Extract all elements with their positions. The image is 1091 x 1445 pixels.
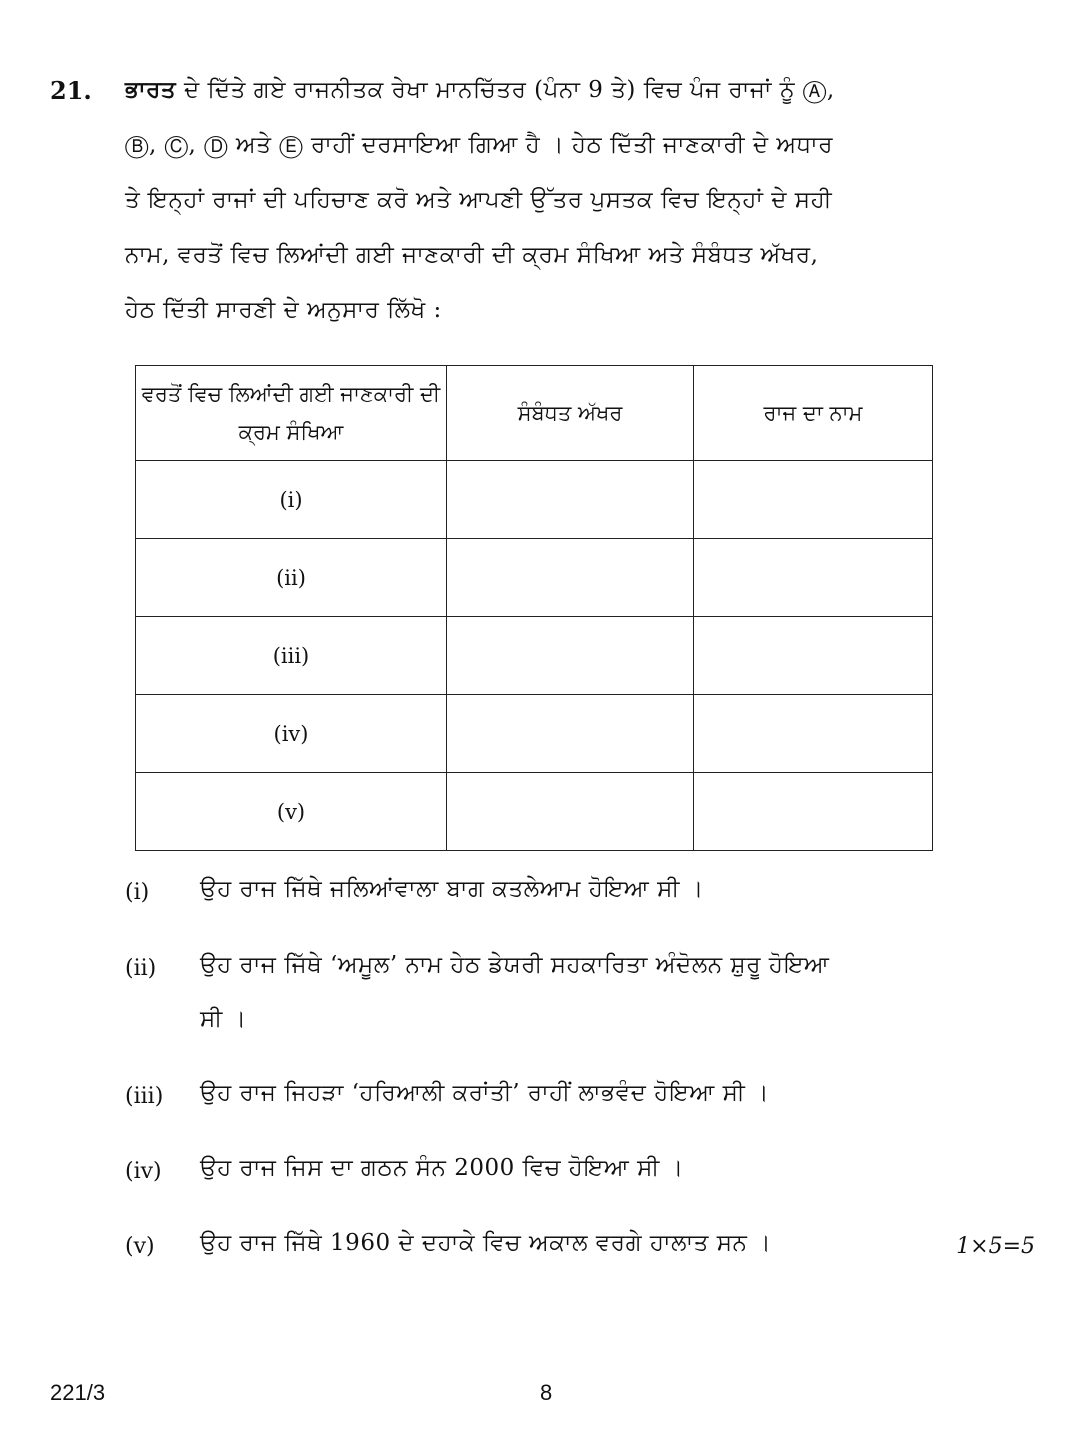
item-label: (v) (125, 1234, 155, 1259)
item-text: ਉਹ ਰਾਜ ਜਿਹੜਾ ‘ਹਰਿਆਲੀ ਕਰਾਂਤੀ’ ਰਾਹੀਂ ਲਾਭਵੰਦ ਹੋਇਆ ਸੀ । (200, 1080, 770, 1106)
item-text-continued: ਸੀ । (200, 1006, 247, 1032)
row-serial: (v) (136, 773, 447, 851)
item-label: (i) (125, 880, 150, 905)
paper-code: 221/3 (50, 1380, 106, 1405)
item-label: (iii) (125, 1084, 164, 1109)
header-state-name: ਰਾਜ ਦਾ ਨਾਮ (694, 366, 933, 461)
row-serial: (iii) (136, 617, 447, 695)
row-serial: (ii) (136, 539, 447, 617)
question-line-3: ਤੇ ਇਨ੍ਹਾਂ ਰਾਜਾਂ ਦੀ ਪਹਿਚਾਣ ਕਰੋ ਅਤੇ ਆਪਣੀ ਉੱਤਰ ਪੁਸਤਕ ਵਿਚ ਇਨ੍ਹਾਂ ਦੇ ਸਹੀ (125, 187, 833, 213)
table-row (136, 539, 933, 617)
row-letter-cell (447, 617, 694, 695)
row-state-cell (694, 773, 933, 851)
row-state-cell (694, 539, 933, 617)
header-serial: ਵਰਤੋਂ ਵਿਚ ਲਿਆਂਦੀ ਗਈ ਜਾਣਕਾਰੀ ਦੀ ਕ੍ਰਮ ਸੰਖਿਆ (136, 366, 447, 461)
table-row (136, 461, 933, 539)
row-state-cell (694, 461, 933, 539)
row-letter-cell (447, 539, 694, 617)
marks-allocation: 1×5=5 (956, 1234, 1035, 1259)
question-line-1-text: ਦੇ ਦਿੱਤੇ ਗਏ ਰਾਜਨੀਤਕ ਰੇਖਾ ਮਾਨਚਿੱਤਰ (ਪੰਨਾ 9 ਤੇ) ਵਿਚ ਪੰਜ ਰਾਜਾਂ ਨੂੰ Ⓐ, (176, 77, 835, 103)
question-line-1 (125, 76, 835, 103)
row-letter-cell (447, 695, 694, 773)
question-line-4: ਨਾਮ, ਵਰਤੋਂ ਵਿਚ ਲਿਆਂਦੀ ਗਈ ਜਾਣਕਾਰੀ ਦੀ ਕ੍ਰਮ ਸੰਖਿਆ ਅਤੇ ਸੰਬੰਧਤ ਅੱਖਰ, (125, 242, 819, 268)
table-header-row (136, 366, 933, 461)
item-text: ਉਹ ਰਾਜ ਜਿੱਥੇ ਜਲਿਆਂਵਾਲਾ ਬਾਗ ਕਤਲੇਆਮ ਹੋਇਆ ਸੀ । (200, 876, 704, 902)
item-label: (ii) (125, 956, 157, 981)
answer-table (135, 365, 933, 851)
question-line-5: ਹੇਠ ਦਿੱਤੀ ਸਾਰਣੀ ਦੇ ਅਨੁਸਾਰ ਲਿੱਖੋ : (125, 297, 442, 323)
question-keyword: ਭਾਰਤ (125, 76, 177, 103)
page-number: 8 (540, 1380, 553, 1405)
row-letter-cell (447, 461, 694, 539)
row-serial: (iv) (136, 695, 447, 773)
row-letter-cell (447, 773, 694, 851)
item-label: (iv) (125, 1159, 162, 1184)
row-state-cell (694, 617, 933, 695)
row-serial: (i) (136, 461, 447, 539)
question-line-2: Ⓑ, Ⓒ, Ⓓ ਅਤੇ Ⓔ ਰਾਹੀਂ ਦਰਸਾਇਆ ਗਿਆ ਹੈ । ਹੇਠ ਦਿੱਤੀ ਜਾਣਕਾਰੀ ਦੇ ਅਧਾਰ (125, 132, 834, 158)
table-row (136, 617, 933, 695)
item-text: ਉਹ ਰਾਜ ਜਿੱਥੇ 1960 ਦੇ ਦਹਾਕੇ ਵਿਚ ਅਕਾਲ ਵਰਗੇ ਹਾਲਾਤ ਸਨ । (200, 1230, 772, 1256)
item-text: ਉਹ ਰਾਜ ਜਿਸ ਦਾ ਗਠਨ ਸੰਨ 2000 ਵਿਚ ਹੋਇਆ ਸੀ । (200, 1155, 684, 1181)
header-letter: ਸੰਬੰਧਤ ਅੱਖਰ (447, 366, 694, 461)
row-state-cell (694, 695, 933, 773)
table-row (136, 695, 933, 773)
table-row (136, 773, 933, 851)
question-number: 21. (50, 76, 92, 105)
item-text: ਉਹ ਰਾਜ ਜਿੱਥੇ ‘ਅਮੂਲ’ ਨਾਮ ਹੇਠ ਡੇਯਰੀ ਸਹਕਾਰਿਤਾ ਅੰਦੋਲਨ ਸ਼ੁਰੂ ਹੋਇਆ (200, 952, 830, 978)
